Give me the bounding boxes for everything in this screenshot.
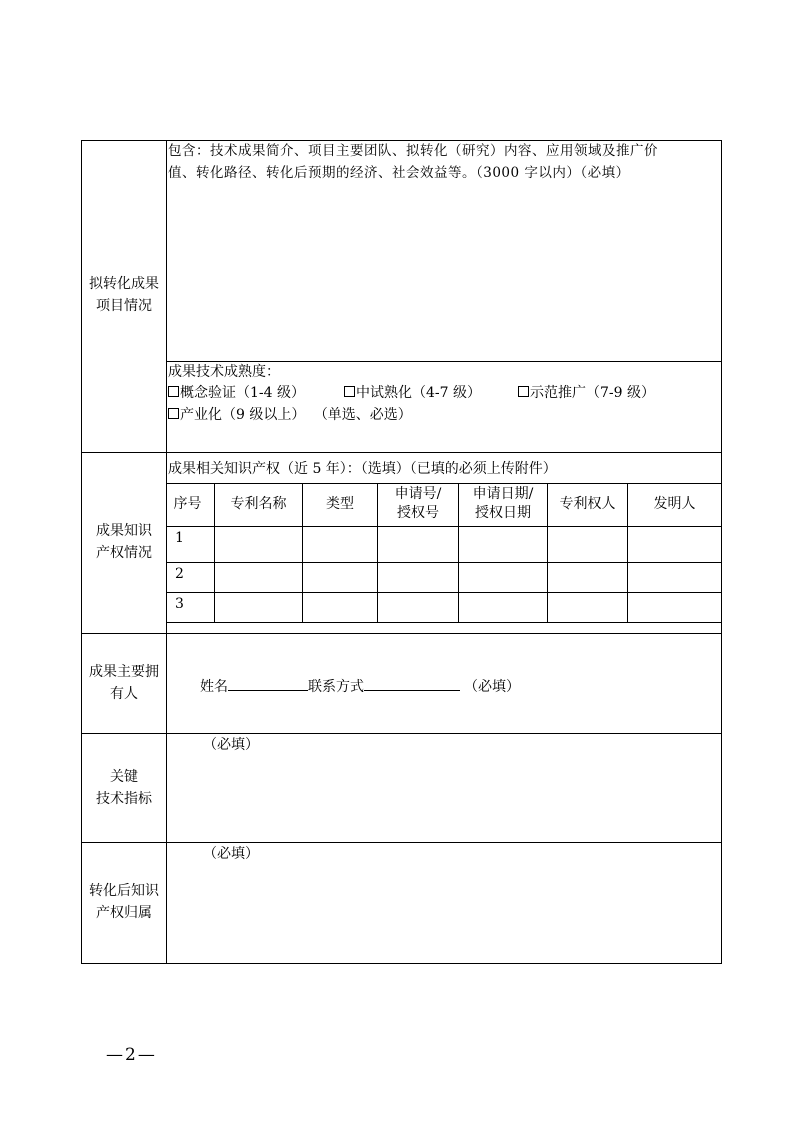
checkbox-icon[interactable] [168,408,179,419]
ip-label: 成果知识 产权情况 [96,523,152,561]
section-divider [81,842,722,843]
ip-col-application-no: 申请号/ 授权号 [394,486,442,521]
maturity-title: 成果技术成熟度： [168,364,280,380]
project-description-input[interactable] [167,186,721,360]
key-tech-label: 关键 技术指标 [96,769,152,807]
ip-after-label: 转化后知识 产权归属 [89,883,159,921]
owner-label: 成果主要拥 有人 [89,664,159,702]
ip-after-input[interactable] [167,868,721,962]
ip-after-required-note: （必填） [203,846,259,862]
ip-table-line [166,592,722,593]
project-description-line2: 值、转化路径、转化后预期的经济、社会效益等。（3000 字以内）（必填） [168,165,630,181]
table-border-bottom [81,963,722,964]
maturity-option-demo[interactable]: 示范推广（7-9 级） [518,382,655,404]
checkbox-icon[interactable] [168,386,179,397]
key-tech-input[interactable] [167,758,721,842]
section-divider [81,733,722,734]
owner-name-field[interactable] [228,676,308,691]
owner-contact-field[interactable] [364,676,460,691]
owner-fields [200,676,520,698]
ip-col-index: 序号 [173,496,202,512]
ip-title: 成果相关知识产权（近 5 年）：（选填）（已填的必须上传附件） [168,461,557,477]
owner-contact-label: 联系方式 [308,679,364,695]
ip-row-index: 3 [175,596,184,612]
ip-col-inventor: 发明人 [653,496,696,512]
ip-row-index: 2 [175,566,184,582]
project-label: 拟转化成果 项目情况 [89,276,159,314]
owner-required-note: （必填） [464,679,520,695]
checkbox-icon[interactable] [344,386,355,397]
ip-col-application-date: 申请日期/ 授权日期 [472,486,534,521]
ip-col-patentee: 专利权人 [559,496,616,512]
ip-table-line [166,622,722,623]
section-divider [81,452,722,453]
ip-col-patent-name: 专利名称 [230,496,287,512]
maturity-note: （单选、必选） [313,407,412,423]
ip-table-line [166,562,722,563]
section-divider [81,633,722,634]
maturity-option-pilot[interactable]: 中试熟化（4-7 级） [344,382,481,404]
ip-row-index: 1 [175,530,184,546]
key-tech-required-note: （必填） [203,737,259,753]
page-number: — 2 — [106,1045,155,1065]
ip-col-type: 类型 [326,496,354,512]
project-description-line1: 包含：技术成果简介、项目主要团队、拟转化（研究）内容、应用领域及推广价 [168,143,658,159]
maturity-option-concept[interactable]: 概念验证（1-4 级） [168,382,305,404]
maturity-option-industrial[interactable]: 产业化（9 级以上） （单选、必选） [168,404,412,426]
checkbox-icon[interactable] [518,386,529,397]
ip-table-line [166,526,722,527]
table-border-right [721,140,722,964]
owner-name-label: 姓名 [200,679,228,695]
ip-table-line [166,483,722,484]
